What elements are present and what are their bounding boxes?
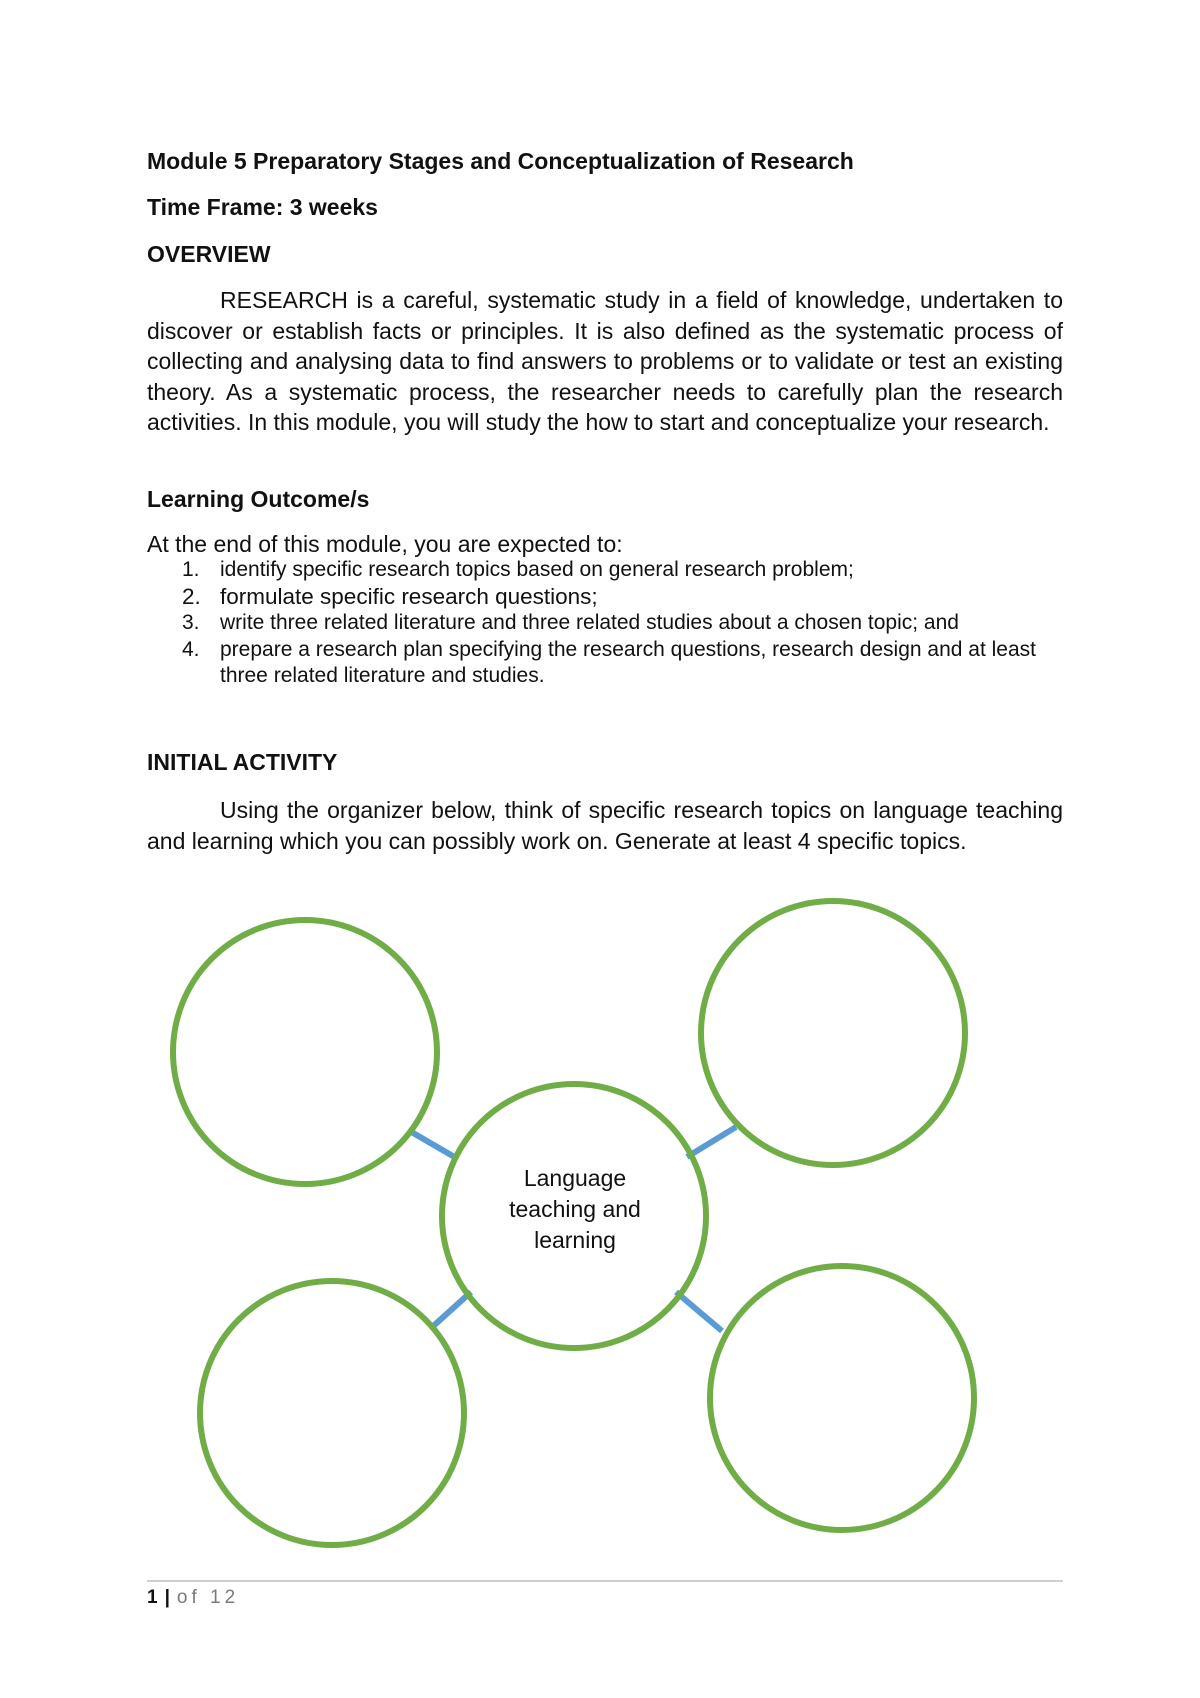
connector-top-right	[687, 1127, 736, 1157]
outcome-item	[147, 557, 1063, 584]
page-total: of 12	[176, 1587, 240, 1608]
connector-bottom-right	[676, 1292, 722, 1331]
overview-heading: OVERVIEW	[147, 241, 271, 267]
outcome-item	[147, 610, 1063, 637]
activity-paragraph	[147, 795, 1063, 856]
page-footer	[147, 1586, 239, 1610]
page-number: 1	[147, 1587, 159, 1608]
activity-text: Using the organizer below, think of specific research topics on language teaching and learning which you can possibly work on. Generate at least 4 specific topics.	[147, 797, 1063, 854]
outcomes-heading: Learning Outcome/s	[147, 486, 370, 512]
topic-circle-bottom-left	[200, 1281, 464, 1545]
footer-separator: |	[164, 1587, 171, 1608]
outcomes-intro: At the end of this module, you are expected to:	[147, 531, 623, 557]
topic-circle-bottom-right	[710, 1266, 974, 1530]
outcome-number: 3.	[182, 611, 200, 634]
outcome-item	[147, 584, 1063, 611]
overview-text: RESEARCH is a careful, systematic study in a field of knowledge, undertaken to discover or establish facts or principles. It is also defined as the systematic process of collecting and analysing data to find answers to problems or to validate or test an existing theory. As a systematic process, the researcher needs to carefully plan the research activities. In this module, you will study the how to start and conceptualize your research.	[147, 287, 1063, 435]
outcome-text: prepare a research plan specifying the research questions, research design and at least three related literature and studies.	[220, 637, 1036, 687]
outcome-text: identify specific research topics based on general research problem;	[220, 558, 854, 581]
topic-circle-top-right	[701, 901, 965, 1165]
activity-heading: INITIAL ACTIVITY	[147, 749, 338, 775]
overview-paragraph	[147, 285, 1063, 438]
connector-bottom-left	[430, 1292, 471, 1329]
center-label: Language teaching and learning	[509, 1165, 641, 1253]
outcome-text: formulate specific research questions;	[220, 583, 598, 609]
outcomes-list	[147, 557, 1063, 690]
outcome-number: 4.	[182, 637, 200, 661]
module-title: Module 5 Preparatory Stages and Conceptualization of Research	[147, 148, 854, 174]
footer-divider	[147, 1580, 1063, 1582]
outcome-item	[147, 637, 1063, 690]
topic-circle-top-left	[173, 920, 437, 1184]
outcome-text: write three related literature and three related studies about a chosen topic; and	[220, 611, 959, 634]
outcome-number: 1.	[182, 558, 200, 581]
outcome-number: 2.	[182, 583, 201, 609]
time-frame: Time Frame: 3 weeks	[147, 194, 378, 220]
connector-top-left	[408, 1130, 458, 1159]
